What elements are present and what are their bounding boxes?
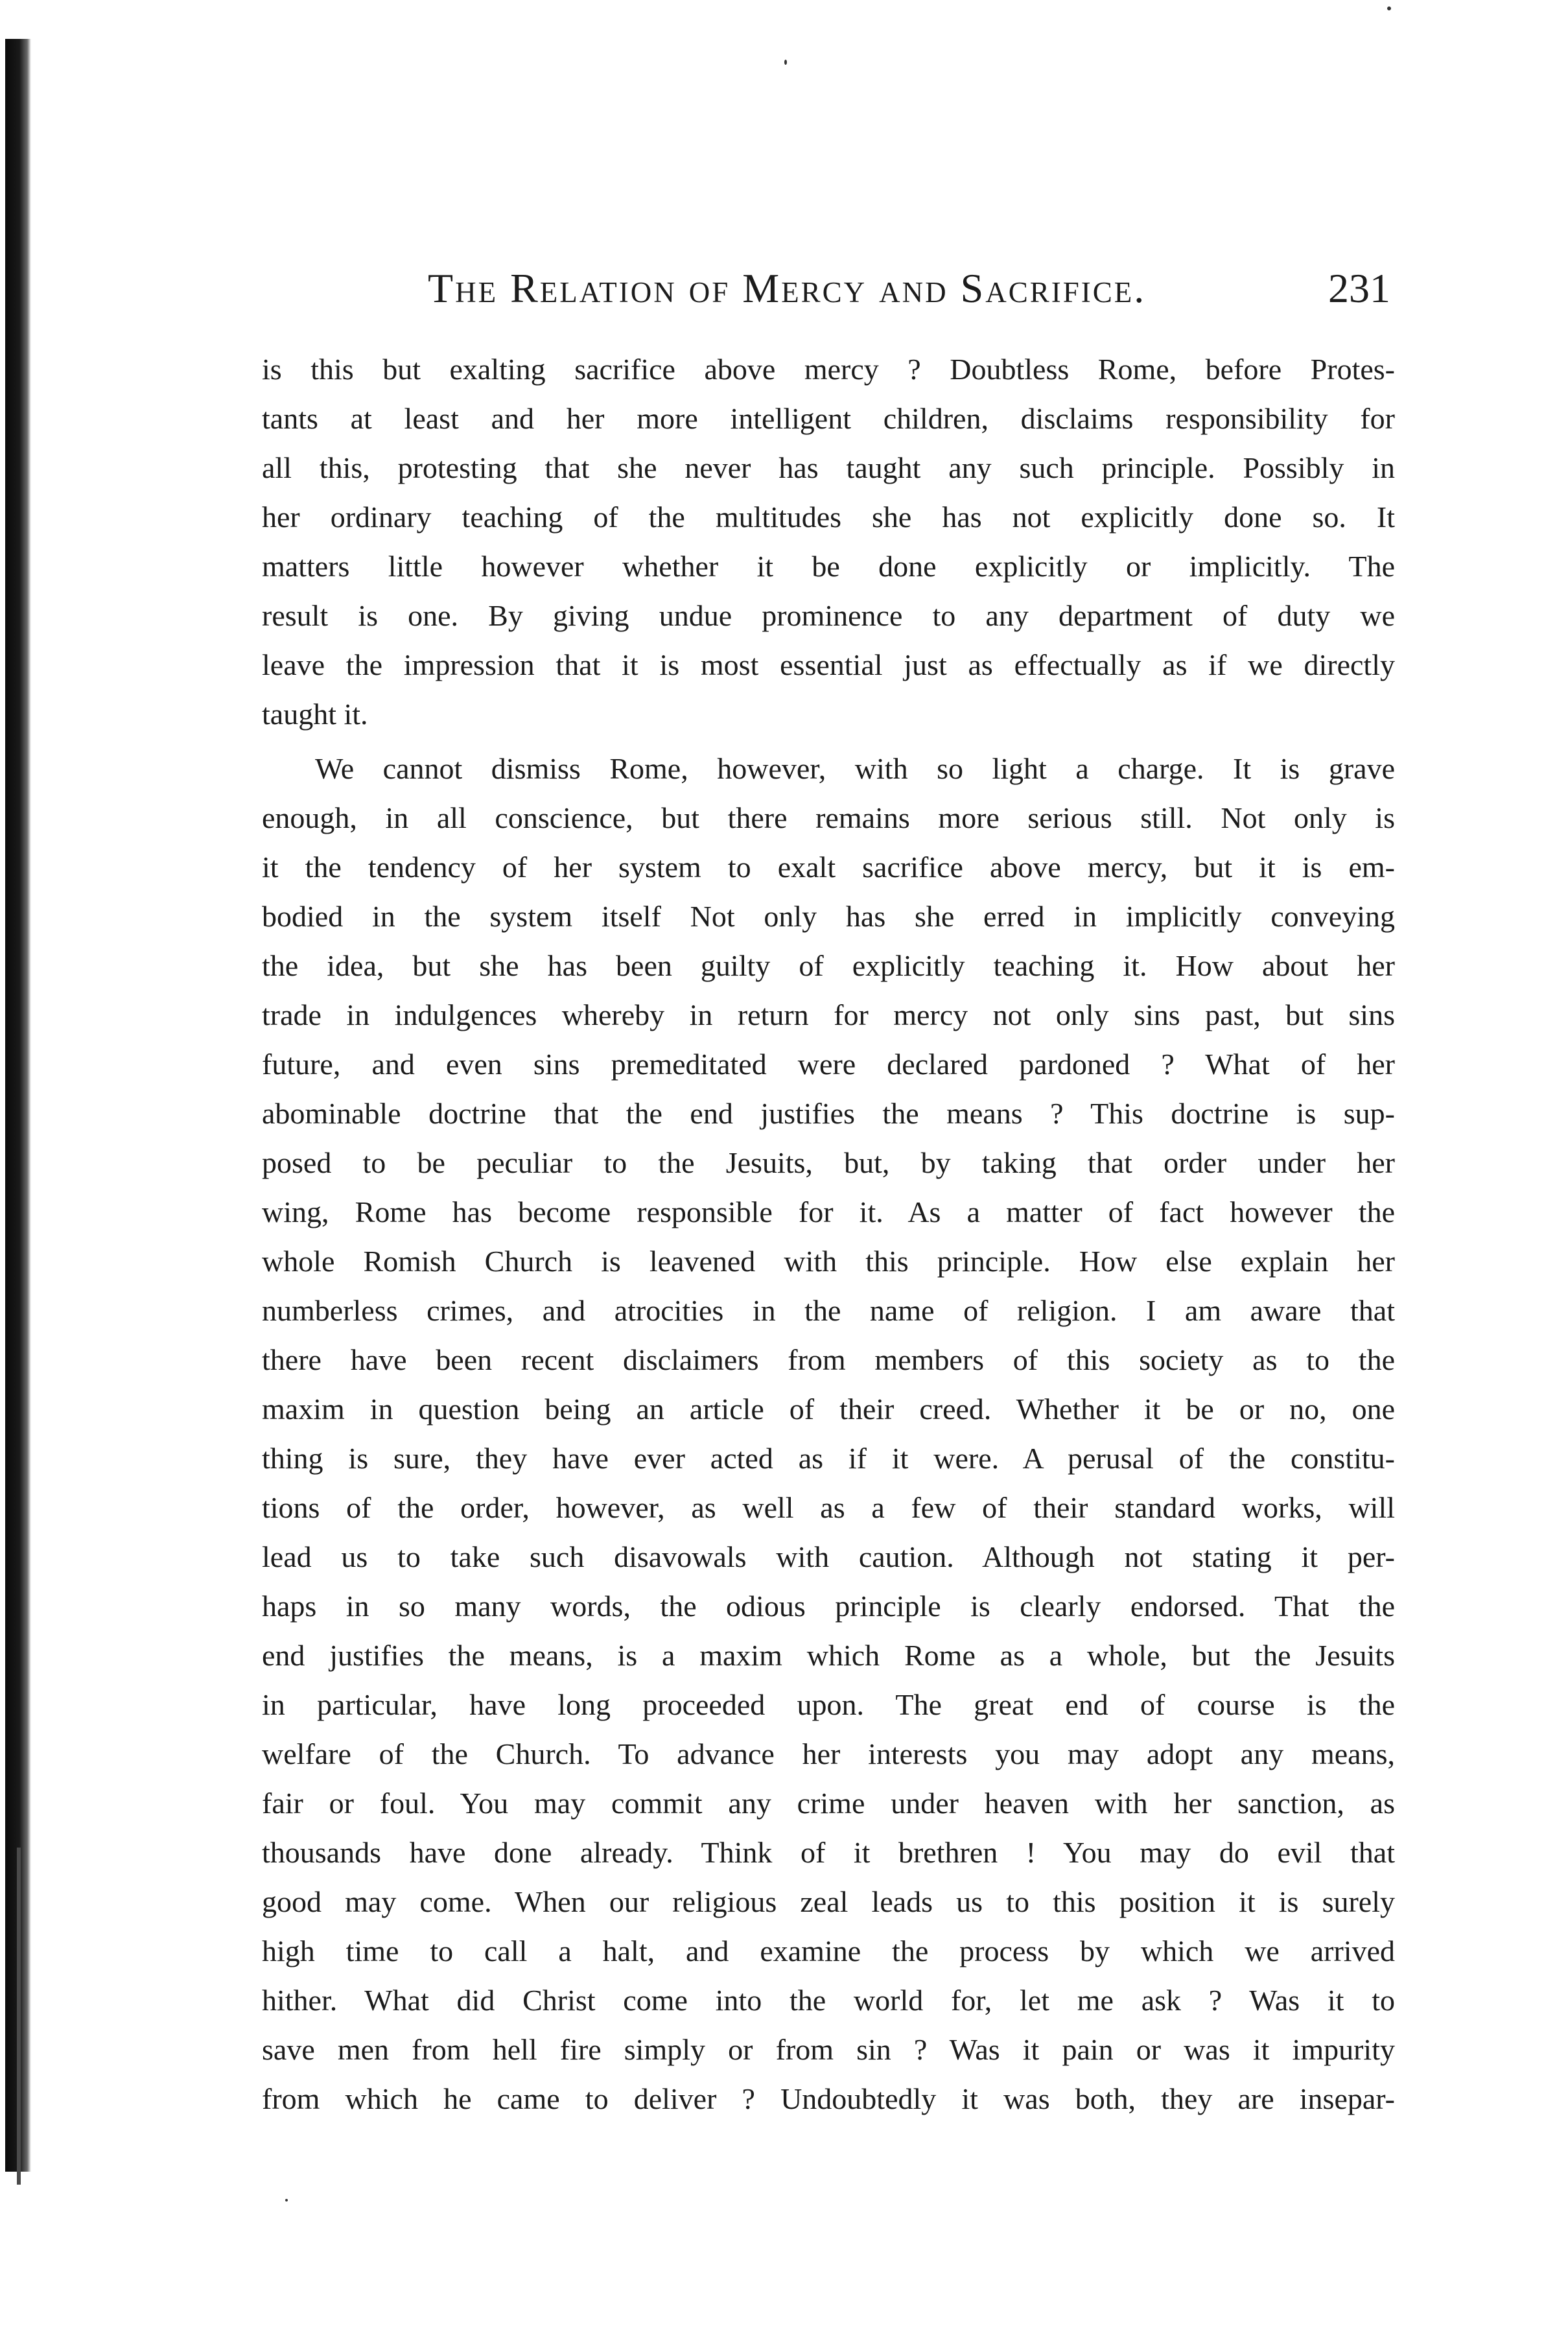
text-line: trade in indulgences whereby in return for mercy not only sins past, but sins [262, 998, 1395, 1031]
running-title: The Relation of Mercy and Sacrifice. [428, 265, 1147, 311]
text-line: save men from hell fire simply or from sin ? Was it pain or was it impurity [262, 2033, 1395, 2066]
text-line: in particular, have long proceeded upon. The great end of course is the [262, 1688, 1395, 1721]
text-line: bodied in the system itself Not only has she erred in implicitly conveying [262, 900, 1395, 933]
text-line: fair or foul. You may commit any crime under heaven with her sanction, as [262, 1787, 1395, 1820]
text-line: her ordinary teaching of the multitudes she has not explicitly done so. It [262, 500, 1395, 534]
paragraph-gap [262, 739, 1395, 744]
print-speck [1387, 6, 1391, 10]
print-speck [285, 2199, 288, 2201]
text-line: enough, in all conscience, but there remains more serious still. Not only is [262, 801, 1395, 834]
text-line: good may come. When our religious zeal leads us to this position it is surely [262, 1885, 1395, 1918]
text-line: tions of the order, however, as well as a few of their standard works, will [262, 1491, 1395, 1524]
text-line: leave the impression that it is most essential just as effectually as if we directly [262, 648, 1395, 681]
text-line: it the tendency of her system to exalt sacrifice above mercy, but it is em- [262, 851, 1395, 884]
page-number: 231 [1328, 265, 1390, 311]
text-line: maxim in question being an article of their creed. Whether it be or no, one [262, 1392, 1395, 1426]
text-line: tants at least and her more intelligent children, disclaims responsibility for [262, 402, 1395, 435]
text-line: end justifies the means, is a maxim which Rome as a whole, but the Jesuits [262, 1639, 1395, 1672]
paragraph [262, 744, 1395, 2124]
body-text [262, 345, 1395, 2124]
text-line: taught it. [262, 698, 368, 731]
text-line: from which he came to deliver ? Undoubtedly it was both, they are insepar- [262, 2082, 1395, 2115]
text-line: We cannot dismiss Rome, however, with so light a charge. It is grave [315, 752, 1395, 785]
page-binding-edge-lower [17, 1848, 21, 2185]
text-line: thing is sure, they have ever acted as if it were. A perusal of the constitu- [262, 1442, 1395, 1475]
text-line: abominable doctrine that the end justifies the means ? This doctrine is sup- [262, 1097, 1395, 1130]
print-speck [784, 60, 787, 65]
text-line: hither. What did Christ come into the world for, let me ask ? Was it to [262, 1984, 1395, 2017]
text-line: matters little however whether it be done explicitly or implicitly. The [262, 550, 1395, 583]
text-line: thousands have done already. Think of it brethren ! You may do evil that [262, 1836, 1395, 1869]
text-line: posed to be peculiar to the Jesuits, but, by taking that order under her [262, 1146, 1395, 1179]
text-line: future, and even sins premeditated were declared pardoned ? What of her [262, 1048, 1395, 1081]
text-line: is this but exalting sacrifice above mercy ? Doubtless Rome, before Protes- [262, 353, 1395, 386]
page-header [428, 264, 1390, 316]
text-line: all this, protesting that she never has taught any such principle. Possibly in [262, 451, 1395, 484]
text-line: haps in so many words, the odious principle is clearly endorsed. That the [262, 1590, 1395, 1623]
paragraph [262, 345, 1395, 739]
text-line: wing, Rome has become responsible for it. As a matter of fact however the [262, 1195, 1395, 1228]
text-line: welfare of the Church. To advance her interests you may adopt any means, [262, 1737, 1395, 1770]
text-line: whole Romish Church is leavened with this principle. How else explain her [262, 1245, 1395, 1278]
text-line: numberless crimes, and atrocities in the name of religion. I am aware that [262, 1294, 1395, 1327]
text-line: there have been recent disclaimers from members of this society as to the [262, 1343, 1395, 1376]
text-line: lead us to take such disavowals with caution. Although not stating it per- [262, 1540, 1395, 1573]
text-line: the idea, but she has been guilty of explicitly teaching it. How about her [262, 949, 1395, 982]
text-line: result is one. By giving undue prominence to any department of duty we [262, 599, 1395, 632]
text-line: high time to call a halt, and examine the process by which we arrived [262, 1934, 1395, 1967]
